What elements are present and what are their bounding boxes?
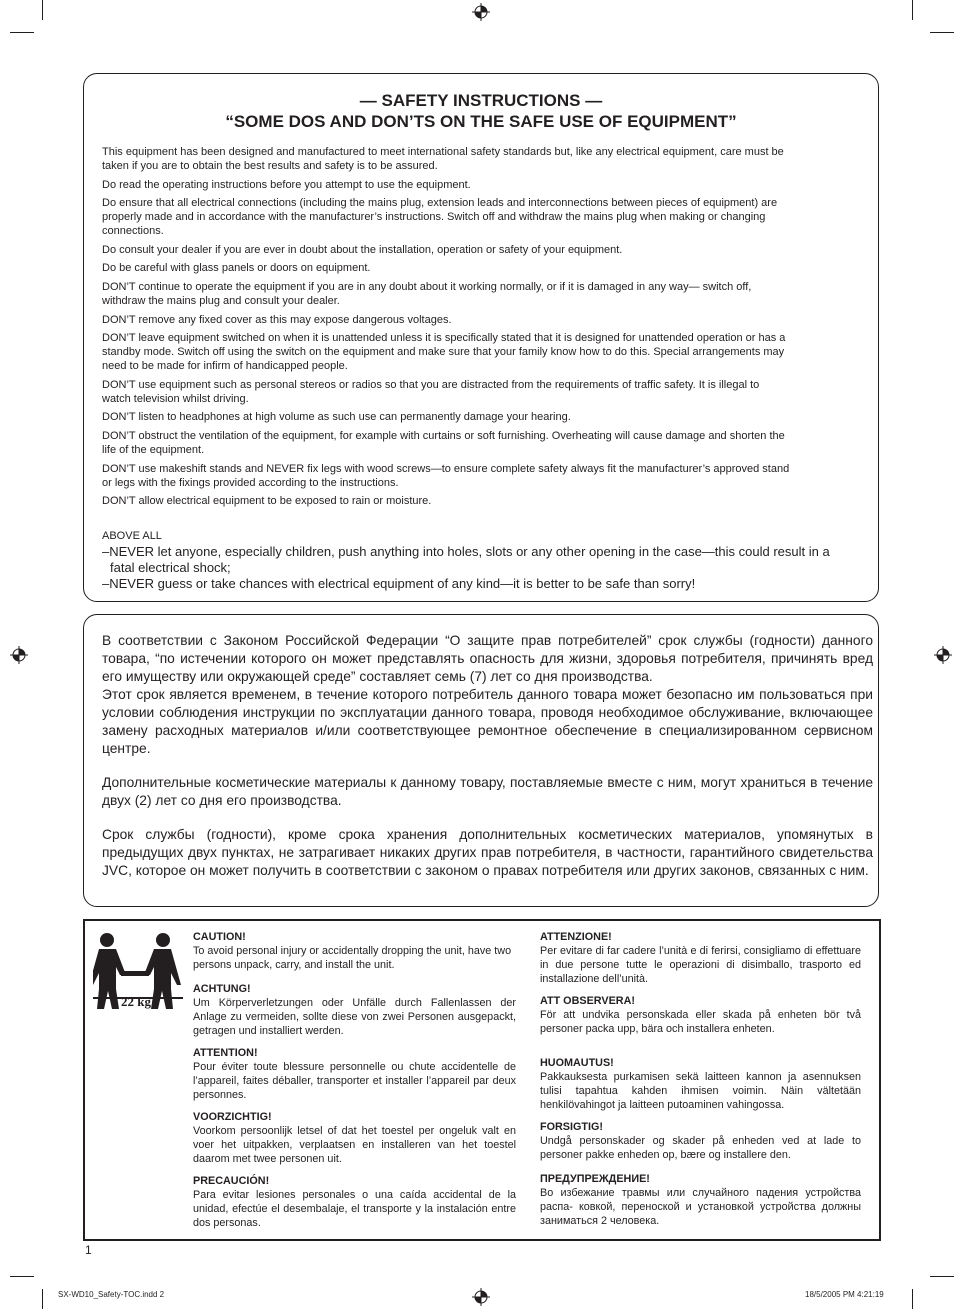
caution-block — [540, 1120, 861, 1162]
crop-mark — [42, 0, 43, 20]
crop-mark — [10, 32, 34, 33]
caution-left-column — [193, 930, 516, 1236]
caution-heading: ПРЕДУПРЕЖДЕНИЕ! — [540, 1173, 650, 1185]
caution-heading: VOORZICHTIG! — [193, 1111, 272, 1123]
safety-instructions-box — [83, 73, 879, 602]
page-number: 1 — [85, 1243, 92, 1257]
caution-text: To avoid personal injury or accidentally dropping the unit, have two persons unpack, carry, and install the unit. — [193, 945, 512, 971]
safety-paragraph: DON’T obstruct the ventilation of the equipment, for example with curtains or soft furnishing. Overheating will cause damage and shorten the life of the equipment. — [102, 429, 785, 456]
safety-paragraph: Do ensure that all electrical connections (including the mains plug, extension leads and interconnections between pieces of equipment) are properly made and in accordance with the manufacturer’s instructions. Switch off and withdraw the mains plug when making or changing connections. — [102, 197, 778, 238]
caution-text: Undgå personskader og skader på enheden ved at lade to personer pakke enheden op, bære og installere den. — [540, 1135, 861, 1161]
caution-block — [540, 930, 861, 986]
russian-notice-text — [102, 632, 873, 880]
crop-mark — [42, 1289, 43, 1309]
safety-subtitle: “SOME DOS AND DON’TS ON THE SAFE USE OF EQUIPMENT” — [225, 112, 737, 131]
caution-heading: FORSIGTIG! — [540, 1121, 603, 1133]
russian-paragraph: Этот срок является временем, в течение которого потребитель данного товара может безопасно им пользоваться при условии соблюдения инструкции по эксплуатации данного товара, проводя необходимое обслуживание, включающее замену расходных материалов и/или соответствующее ремонтное обеспечение в специализированном сервисном центре. — [102, 687, 873, 756]
weight-label: 22 kg — [121, 994, 151, 1009]
caution-block — [193, 930, 516, 972]
never-warning-2: –NEVER guess or take chances with electrical equipment of any kind—it is better to be safe than sorry! — [102, 576, 696, 591]
caution-text: Para evitar lesiones personales o una caída accidental de la unidad, efectúe el desembalaje, el transporte y la instalación entre dos personas. — [193, 1189, 516, 1229]
crop-mark — [930, 1276, 954, 1277]
safety-paragraphs — [102, 145, 792, 513]
safety-paragraph: Do consult your dealer if you are ever in doubt about the installation, operation or safety of your equipment. — [102, 243, 623, 256]
crop-mark — [912, 0, 913, 20]
crop-mark — [10, 1276, 34, 1277]
caution-block — [193, 1110, 516, 1166]
caution-text: Pour éviter toute blessure personnelle ou chute accidentelle de l’appareil, faites déballer, transporter et installer l’appareil par deux personnes. — [193, 1061, 516, 1101]
caution-heading: ATTENTION! — [193, 1047, 258, 1059]
caution-text: För att undvika personskada eller skada på enheten bör två personer packa upp, bära och installera enheten. — [540, 1009, 861, 1035]
caution-heading: ATTENZIONE! — [540, 931, 612, 943]
registration-mark-icon — [934, 646, 952, 664]
caution-block — [540, 1056, 861, 1112]
registration-mark-icon — [472, 3, 490, 21]
caution-block — [193, 1174, 516, 1230]
caution-text: Pakkauksesta purkamisen sekä laitteen kannon ja asennuksen tulisi tapahtua kahden ihmisen voimin. Näin vältetään henkilövahingot ja laitteen putoaminen vahingossa. — [540, 1071, 861, 1111]
safety-paragraph: DON’T use makeshift stands and NEVER fix legs with wood screws—to ensure complete safety always fit the manufacturer’s approved stand or legs with the fixings provided according to the instructions. — [102, 462, 790, 489]
caution-block — [193, 1046, 516, 1102]
never-warning-1: –NEVER let anyone, especially children, push anything into holes, slots or any other opening in the case—this could result in a — [102, 544, 830, 559]
caution-box — [83, 919, 881, 1241]
safety-paragraph: DON’T allow electrical equipment to be exposed to rain or moisture. — [102, 495, 432, 508]
registration-mark-icon — [10, 646, 28, 664]
crop-mark — [930, 32, 954, 33]
caution-text: Um Körperverletzungen oder Unfälle durch Fallenlassen der Anlage zu vermeiden, sollte diese von zwei Personen ausgepackt, getragen und installiert werden. — [193, 997, 516, 1037]
caution-heading: CAUTION! — [193, 931, 246, 943]
caution-heading: PRECAUCIÓN! — [193, 1175, 270, 1187]
russian-paragraph: Срок службы (годности), кроме срока хранения дополнительных косметических материалов, упомянутых в предыдущих двух пунктах, не затрагивает никаких других прав потребителя, в частности, гарантийного свидетельства JVC, которое он может получить в соответствии с законом о правах потребителя или других законов, связанных с ним. — [102, 827, 873, 878]
russian-paragraph: В соответствии с Законом Российской Федерации “О защите прав потребителей” срок службы (годности) данного товара, “по истечении которого он может представлять опасность для жизни, здоровья потребителя, причинять вред его имуществу или окружающей среде” составляет семь (7) лет со дня производства. — [102, 633, 873, 684]
safety-paragraph: This equipment has been designed and manufactured to meet international safety standards but, like any electrical equipment, care must be taken if you are to obtain the best results and safety is to be assured. — [102, 146, 784, 172]
safety-paragraph: DON’T use equipment such as personal stereos or radios so that you are distracted from the requirements of traffic safety. It is illegal to watch television whilst driving. — [102, 378, 760, 405]
caution-text: Per evitare di far cadere l’unità e di ferirsi, consigliamo di effettuare in due persone tutte le operazioni di disimballo, trasporto ed installazione dell’unità. — [540, 945, 861, 985]
caution-text: Во избежание травмы или случайного падения устройства распа- ковкой, переноской и установкой устройства должны заниматься 2 человека. — [540, 1187, 861, 1227]
caution-text: Voorkom persoonlijk letsel of dat het toestel per ongeluk valt en voer het uitpakken, verplaatsen en installeren van het toestel daarom met twee personen uit. — [193, 1125, 516, 1165]
caution-heading: HUOMAUTUS! — [540, 1057, 614, 1069]
safety-paragraph: Do be careful with glass panels or doors on equipment. — [102, 262, 371, 275]
safety-title: — SAFETY INSTRUCTIONS — — [359, 91, 603, 110]
never-warning-1-cont: fatal electrical shock; — [110, 560, 231, 575]
safety-paragraph: DON’T continue to operate the equipment if you are in any doubt about it working normally, or if it is damaged in any way— switch off, withdraw the mains plug and consult your dealer. — [102, 280, 752, 307]
caution-block — [193, 982, 516, 1038]
safety-paragraph: DON’T leave equipment switched on when it is unattended unless it is specifically stated that it is designed for unattended operation or has a standby mode. Switch off using the switch on the equipment and make sure that your family know how to do this. Special arrangements may need to be made for infirm of handicapped people. — [102, 332, 786, 373]
russian-notice-box — [83, 614, 879, 907]
above-all-label: ABOVE ALL — [102, 530, 162, 542]
safety-paragraph: Do read the operating instructions before you attempt to use the equipment. — [102, 178, 471, 191]
caution-heading: ATT OBSERVERA! — [540, 995, 635, 1007]
caution-block — [540, 994, 861, 1036]
russian-paragraph: Дополнительные косметические материалы к данному товару, поставляемые вместе с ним, могут храниться в течение двух (2) лет со дня его производства. — [102, 775, 873, 808]
caution-right-column — [540, 930, 861, 1234]
caution-heading: ACHTUNG! — [193, 983, 251, 995]
safety-paragraph: DON’T remove any fixed cover as this may expose dangerous voltages. — [102, 313, 452, 326]
footer-timestamp: 18/5/2005 PM 4:21:19 — [805, 1290, 884, 1299]
above-all-section — [102, 529, 862, 592]
crop-mark — [912, 1289, 913, 1309]
safety-paragraph: DON’T listen to headphones at high volume as such use can permanently damage your hearing. — [102, 411, 571, 424]
registration-mark-icon — [472, 1288, 490, 1306]
caution-block — [540, 1172, 861, 1228]
footer-file-name: SX-WD10_Safety-TOC.indd 2 — [58, 1290, 165, 1299]
